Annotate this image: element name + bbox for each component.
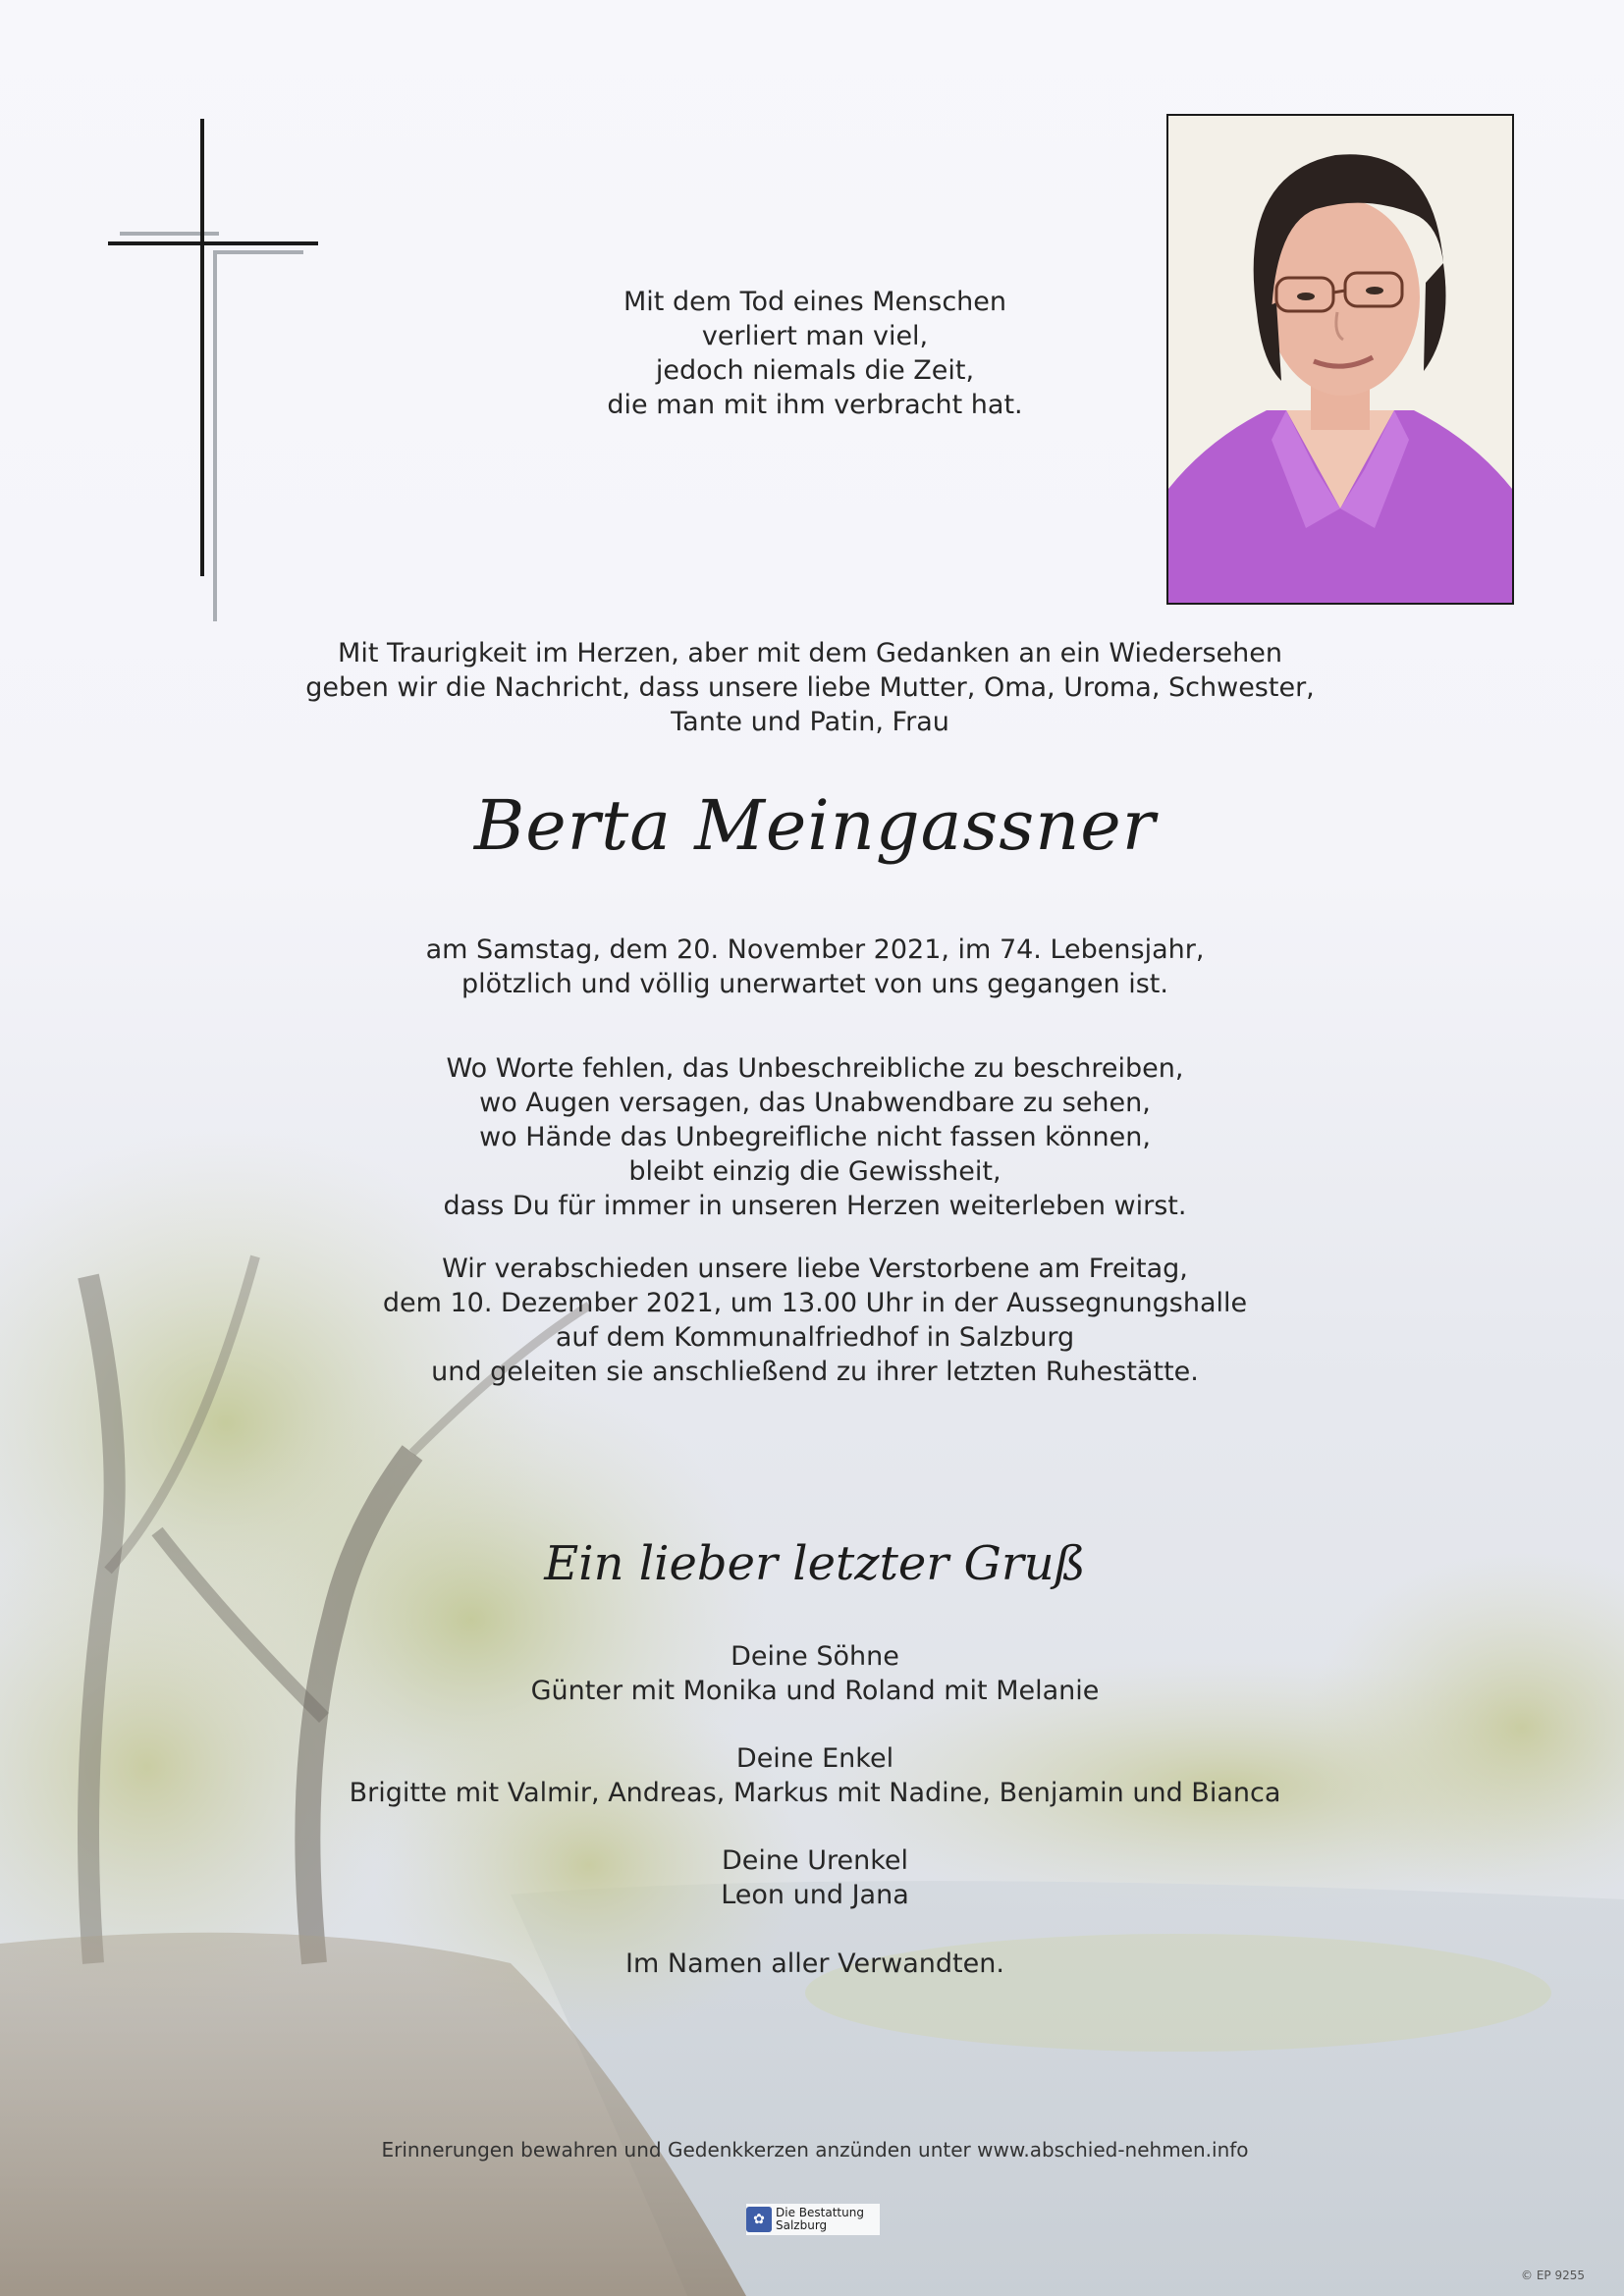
great-grandchildren-title: Deine Urenkel [722, 1845, 908, 1876]
grandchildren-title: Deine Enkel [735, 1743, 894, 1774]
verse-line: dass Du für immer in unseren Herzen weiterleben wirst. [443, 1191, 1187, 1221]
deceased-name: Berta Meingassner [473, 785, 1157, 866]
funeral-line: dem 10. Dezember 2021, um 13.00 Uhr in der Aussegnungshalle [382, 1288, 1248, 1318]
funeral-line: und geleiten sie anschließend zu ihrer letzten Ruhestätte. [431, 1357, 1199, 1387]
logo-line-1: Die Bestattung [776, 2206, 864, 2219]
cross-icon [98, 113, 324, 633]
funeral-line: Wir verabschieden unsere liebe Verstorbene am Freitag, [442, 1254, 1188, 1284]
funeral-line: auf dem Kommunalfriedhof in Salzburg [555, 1322, 1075, 1353]
intro-line: Mit Traurigkeit im Herzen, aber mit dem Gedanken an ein Wiedersehen [338, 638, 1282, 668]
funeral-home-logo [746, 2204, 880, 2235]
intro-line: Tante und Patin, Frau [671, 707, 949, 737]
funeral-details [324, 1252, 1306, 1389]
logo-text [776, 2207, 864, 2232]
verse-line: wo Hände das Unbegreifliche nicht fassen können, [479, 1122, 1151, 1152]
footer-memorial-link: Erinnerungen bewahren und Gedenkkerzen anzünden unter www.abschied-nehmen.info [381, 2138, 1249, 2162]
farewell-greeting: Ein lieber letzter Gruß [544, 1536, 1086, 1591]
verse-line: bleibt einzig die Gewissheit, [628, 1156, 1001, 1187]
death-notice-line: plötzlich und völlig unerwartet von uns gegangen ist. [461, 969, 1168, 999]
sons-title: Deine Söhne [731, 1641, 899, 1672]
motto-line: die man mit ihm verbracht hat. [607, 390, 1023, 420]
family-list [324, 1639, 1306, 1981]
verse-line: wo Augen versagen, das Unabwendbare zu sehen, [479, 1088, 1151, 1118]
intro-text [255, 636, 1365, 739]
great-grandchildren-names: Leon und Jana [721, 1880, 909, 1910]
death-notice-line: am Samstag, dem 20. November 2021, im 74. Lebensjahr, [425, 934, 1205, 965]
logo-line-2: Salzburg [776, 2218, 828, 2232]
motto-line: verliert man viel, [701, 321, 929, 351]
portrait-photo [1166, 114, 1514, 605]
grandchildren-names: Brigitte mit Valmir, Andreas, Markus mit Nadine, Benjamin und Bianca [349, 1778, 1281, 1808]
bestattung-logo-icon: ✿ [746, 2207, 772, 2232]
motto-line: Mit dem Tod eines Menschen [623, 287, 1006, 317]
motto-text [530, 285, 1100, 422]
closing-line: Im Namen aller Verwandten. [625, 1949, 1004, 1979]
intro-line: geben wir die Nachricht, dass unsere liebe Mutter, Oma, Uroma, Schwester, [305, 672, 1315, 703]
death-notice [373, 933, 1257, 1001]
verse-text [373, 1051, 1257, 1223]
motto-line: jedoch niemals die Zeit, [655, 355, 975, 386]
sons-names: Günter mit Monika und Roland mit Melanie [530, 1676, 1100, 1706]
verse-line: Wo Worte fehlen, das Unbeschreibliche zu beschreiben, [446, 1053, 1184, 1084]
print-code: © EP 9255 [1521, 2269, 1585, 2282]
